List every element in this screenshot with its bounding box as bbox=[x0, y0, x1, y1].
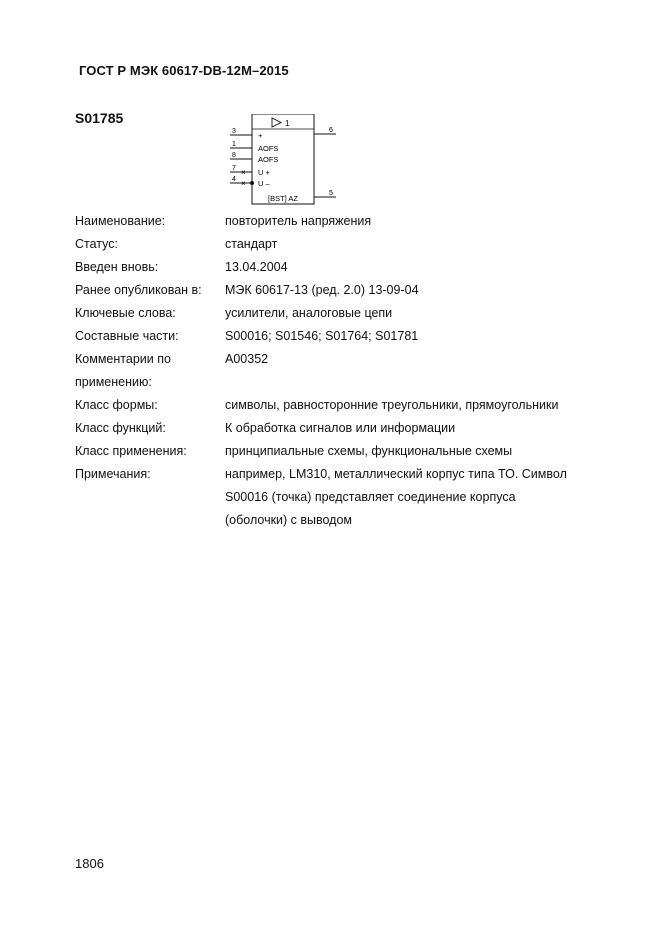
inner-label-u-plus: U + bbox=[258, 168, 270, 177]
attribute-label: Наименование: bbox=[75, 214, 166, 228]
document-header: ГОСТ Р МЭК 60617-DB-12M–2015 bbox=[79, 63, 289, 78]
inner-label-aofs-2: AOFS bbox=[258, 155, 279, 164]
inner-label-plus: + bbox=[258, 131, 263, 140]
attribute-label: Составные части: bbox=[75, 329, 179, 343]
attribute-value: (оболочки) с выводом bbox=[225, 513, 353, 527]
attribute-value: S00016; S01546; S01764; S01781 bbox=[225, 329, 419, 343]
triangle-icon bbox=[272, 118, 281, 127]
symbol-code: S01785 bbox=[75, 110, 124, 126]
attribute-row bbox=[75, 325, 615, 348]
attribute-row bbox=[75, 440, 615, 463]
attribute-label bbox=[75, 486, 225, 509]
inner-label-aofs-1: AOFS bbox=[258, 144, 279, 153]
attribute-value: S00016 (точка) представляет соединение корпуса bbox=[225, 490, 516, 504]
qualifier-label: 1 bbox=[285, 119, 290, 128]
attribute-label: Класс применения: bbox=[75, 444, 187, 458]
attribute-value: например, LM310, металлический корпус типа ТО. Символ bbox=[225, 467, 567, 481]
attribute-table bbox=[75, 210, 615, 532]
attribute-label bbox=[75, 509, 225, 532]
attribute-row bbox=[75, 348, 615, 371]
pin-label-7: 7 bbox=[232, 165, 236, 172]
attribute-label: Примечания: bbox=[75, 467, 151, 481]
attribute-label: Класс формы: bbox=[75, 398, 158, 412]
not-connected-mark-4: × bbox=[241, 179, 246, 188]
inner-label-u-minus: U – bbox=[258, 179, 270, 188]
attribute-label: Класс функций: bbox=[75, 421, 166, 435]
pin-label-8: 8 bbox=[232, 152, 236, 159]
attribute-value: повторитель напряжения bbox=[225, 214, 372, 228]
attribute-label: Статус: bbox=[75, 237, 118, 251]
pin-label-6: 6 bbox=[329, 127, 333, 134]
attribute-value: 13.04.2004 bbox=[225, 260, 288, 274]
page-number: 1806 bbox=[75, 856, 104, 871]
pin-label-5: 5 bbox=[329, 190, 333, 197]
attribute-row bbox=[75, 463, 615, 486]
attribute-row bbox=[75, 210, 615, 233]
attribute-label: Комментарии по bbox=[75, 352, 171, 366]
attribute-value: стандарт bbox=[225, 237, 278, 251]
attribute-label: Ранее опубликован в: bbox=[75, 283, 202, 297]
pin-label-1: 1 bbox=[232, 141, 236, 148]
attribute-row bbox=[75, 417, 615, 440]
attribute-row bbox=[75, 233, 615, 256]
attribute-label: применению: bbox=[75, 375, 152, 389]
inner-label-bst-az: [BST] AZ bbox=[268, 194, 299, 203]
attribute-label: Ключевые слова: bbox=[75, 306, 176, 320]
pin-label-3: 3 bbox=[232, 128, 236, 135]
amplifier-symbol-diagram bbox=[228, 114, 348, 206]
attribute-row bbox=[75, 509, 615, 532]
pin-label-4: 4 bbox=[232, 176, 236, 183]
attribute-value: символы, равносторонние треугольники, прямоугольники bbox=[225, 398, 559, 412]
attribute-row bbox=[75, 371, 615, 394]
attribute-row bbox=[75, 394, 615, 417]
attribute-row bbox=[75, 302, 615, 325]
not-connected-mark-7: × bbox=[241, 168, 246, 177]
attribute-label: Введен вновь: bbox=[75, 260, 159, 274]
attribute-row bbox=[75, 256, 615, 279]
attribute-value: A00352 bbox=[225, 352, 269, 366]
attribute-value bbox=[225, 371, 615, 394]
case-connection-dot bbox=[250, 181, 254, 185]
attribute-value: К обработка сигналов или информации bbox=[225, 421, 456, 435]
attribute-value: принципиальные схемы, функциональные схемы bbox=[225, 444, 513, 458]
attribute-value: усилители, аналоговые цепи bbox=[225, 306, 393, 320]
attribute-value: МЭК 60617-13 (ред. 2.0) 13-09-04 bbox=[225, 283, 419, 297]
attribute-row bbox=[75, 279, 615, 302]
attribute-row bbox=[75, 486, 615, 509]
